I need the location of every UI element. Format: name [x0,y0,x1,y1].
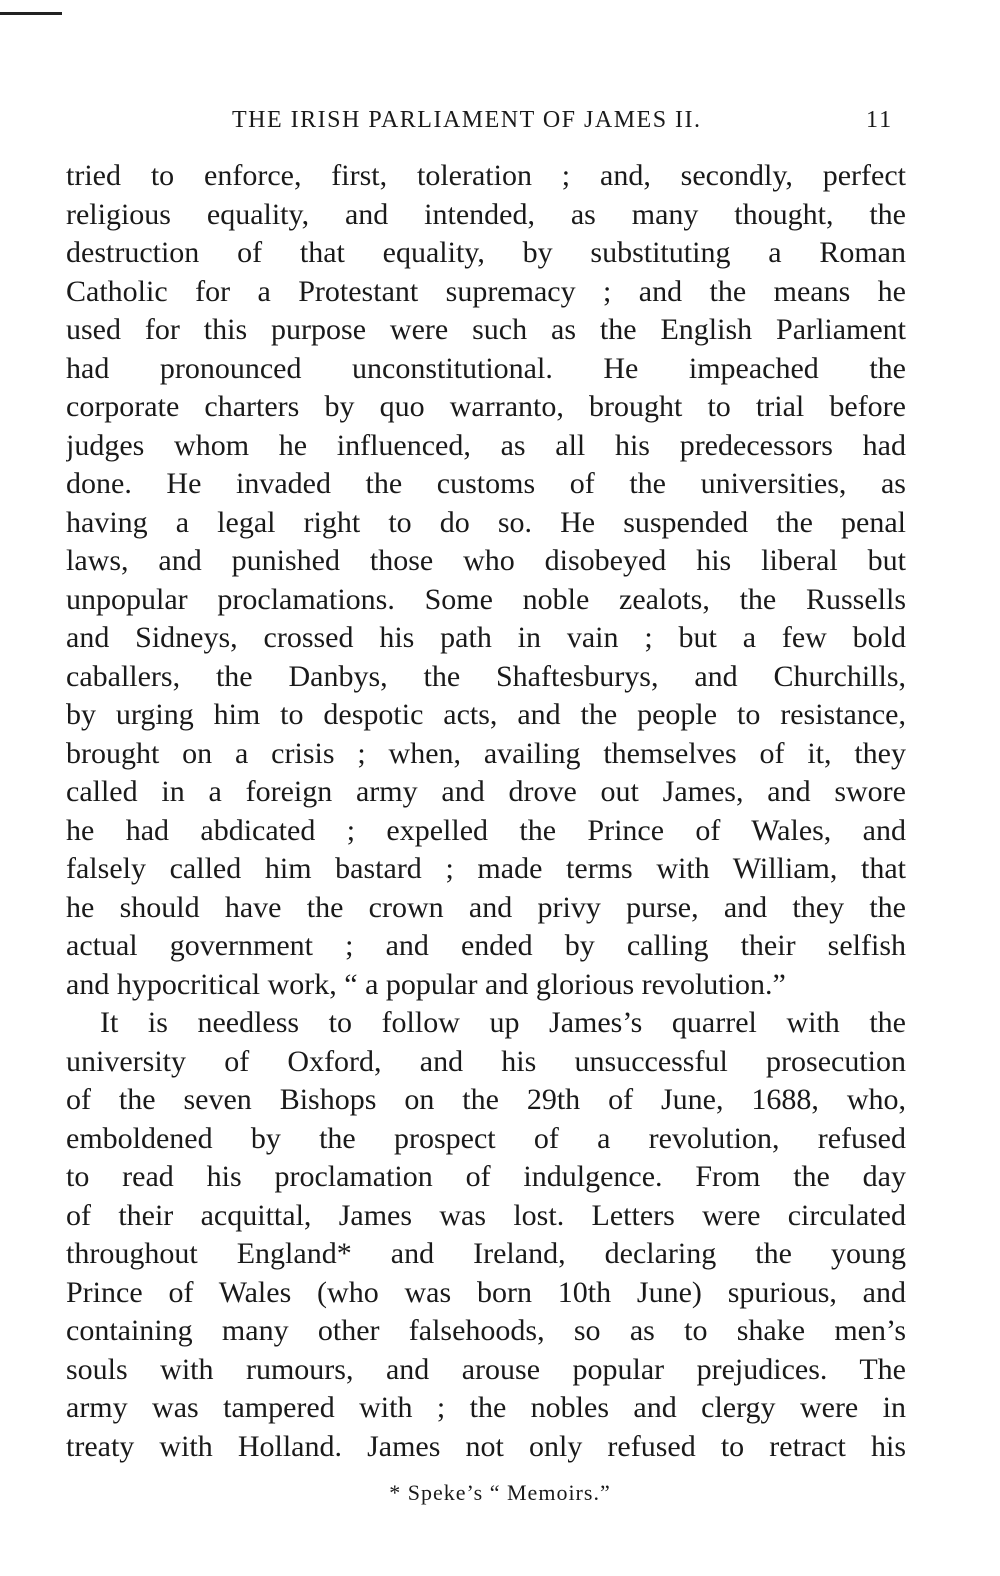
text-line: Catholic for a Protestant supremacy ; and the means he [66,274,906,308]
text-line: by urging him to despotic acts, and the people to resistance, [66,698,906,731]
text-line: army was tampered with ; the nobles and clergy were in [66,1391,906,1424]
text-line: It is needless to follow up James’s quarrel with the [100,1006,906,1039]
scan-corner-mark [0,12,62,15]
text-line: to read his proclamation of indulgence. From the day [66,1160,906,1193]
text-line: corporate charters by quo warranto, brought to trial before [66,390,906,423]
text-line: having a legal right to do so. He suspended the penal [66,505,906,539]
text-line: brought on a crisis ; when, availing themselves of it, they [66,736,906,770]
running-head [0,100,1000,140]
text-line: called in a foreign army and drove out James, and swore [66,775,906,808]
text-line: he should have the crown and privy purse, and they the [66,890,906,924]
text-line: Prince of Wales (who was born 10th June) spurious, and [66,1275,906,1309]
running-title: THE IRISH PARLIAMENT OF JAMES II. [232,107,702,133]
text-line: souls with rumours, and arouse popular prejudices. The [66,1352,906,1386]
footnote: * Speke’s “ Memoirs.” [389,1480,611,1505]
text-line: used for this purpose were such as the English Parliament [66,313,906,346]
text-line: treaty with Holland. James not only refused to retract his [66,1429,906,1463]
text-line: of the seven Bishops on the 29th of June, 1688, who, [66,1083,906,1116]
text-line: of their acquittal, James was lost. Letters were circulated [66,1198,906,1232]
text-line: he had abdicated ; expelled the Prince of Wales, and [66,813,906,847]
text-line: judges whom he influenced, as all his predecessors had [66,428,906,462]
text-line: destruction of that equality, by substituting a Roman [66,236,906,269]
text-line: unpopular proclamations. Some noble zealots, the Russells [66,582,906,616]
text-line: and hypocritical work, “ a popular and glorious revolution.” [66,967,786,1001]
text-line: laws, and punished those who disobeyed his liberal but [66,544,906,577]
text-line: falsely called him bastard ; made terms with William, that [66,852,906,885]
text-line: had pronounced unconstitutional. He impeached the [66,351,906,385]
text-line: religious equality, and intended, as many thought, the [66,197,906,231]
text-line: done. He invaded the customs of the universities, as [66,467,906,500]
text-line: and Sidneys, crossed his path in vain ; but a few bold [66,621,906,654]
page-number: 11 [866,107,894,133]
text-line: containing many other falsehoods, so as to shake men’s [66,1314,906,1347]
text-line: emboldened by the prospect of a revolution, refused [66,1121,906,1155]
text-line: caballers, the Danbys, the Shaftesburys, and Churchills, [66,659,906,693]
text-line: tried to enforce, first, toleration ; and, secondly, perfect [66,159,906,192]
body-text [66,157,906,1466]
text-line: university of Oxford, and his unsuccessful prosecution [66,1044,906,1078]
text-line: throughout England* and Ireland, declaring the young [66,1237,906,1270]
text-line: actual government ; and ended by calling their selfish [66,929,906,962]
